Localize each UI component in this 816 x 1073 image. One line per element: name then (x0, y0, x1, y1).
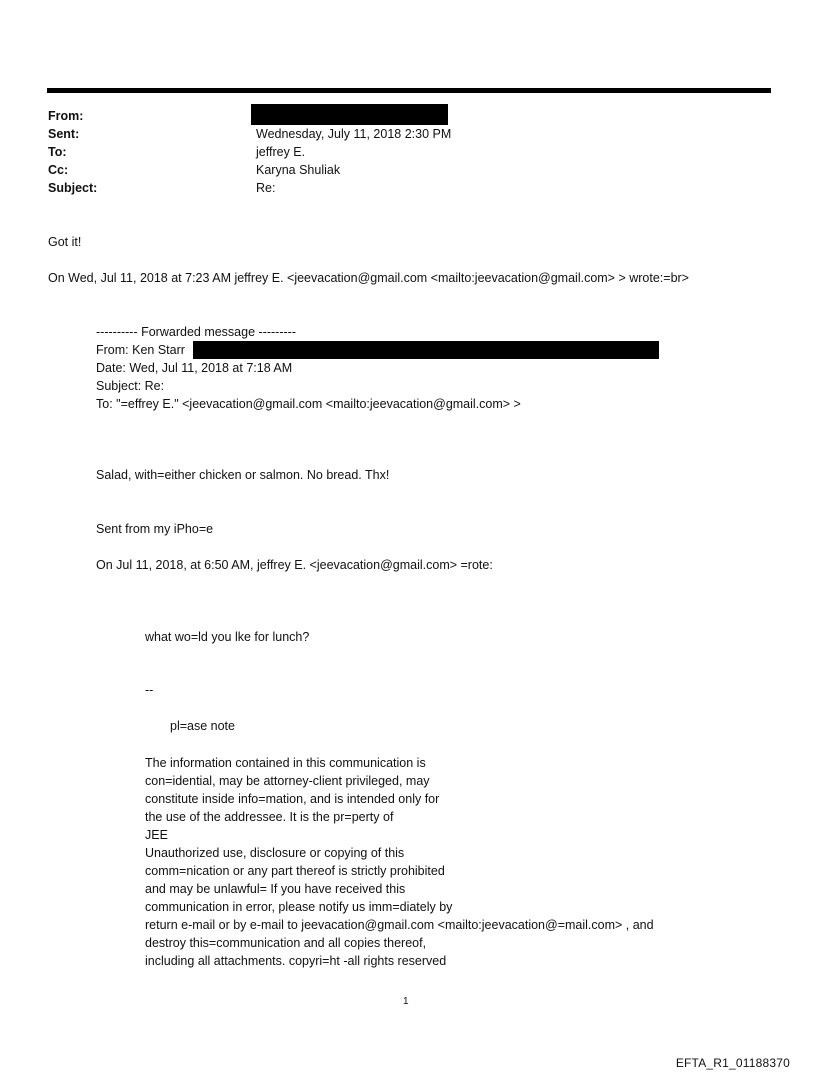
signature-dashes: -- (145, 683, 154, 697)
disclaimer (145, 754, 654, 970)
disclaimer-line: con=idential, may be attorney-client privileged, may (145, 774, 430, 788)
forwarded-subject: Subject: Re: (96, 379, 165, 393)
reply-text: Salad, with=either chicken or salmon. No bread. Thx! (96, 468, 390, 482)
lunch-question: what wo=ld you lke for lunch? (145, 630, 310, 644)
forwarded-to: To: "=effrey E." <jeevacation@gmail.com <mailto:jeevacation@gmail.com> > (96, 397, 521, 411)
disclaimer-line: JEE (145, 828, 168, 842)
document-id: EFTA_R1_01188370 (675, 1056, 790, 1070)
disclaimer-line: return e-mail or by e-mail to jeevacation@gmail.com <mailto:jeevacation@=mail.com> , and (145, 918, 654, 932)
from-label: From: (48, 109, 84, 123)
disclaimer-line: constitute inside info=mation, and is intended only for (145, 792, 440, 806)
sent-value: Wednesday, July 11, 2018 2:30 PM (256, 127, 452, 141)
page-number: 1 (403, 996, 409, 1007)
forwarded-date: Date: Wed, Jul 11, 2018 at 7:18 AM (96, 361, 293, 375)
cc-value: Karyna Shuliak (256, 163, 341, 177)
forwarded-from: From: Ken Starr (96, 343, 185, 357)
forwarded-divider: ---------- Forwarded message --------- (96, 325, 296, 339)
from-redaction (251, 104, 448, 125)
signature: Sent from my iPho=e (96, 522, 214, 536)
cc-label: Cc: (48, 163, 69, 177)
to-label: To: (48, 145, 67, 159)
disclaimer-line: including all attachments. copyri=ht -all rights reserved (145, 954, 447, 968)
subject-value: Re: (256, 181, 276, 195)
nested-intro: On Jul 11, 2018, at 6:50 AM, jeffrey E. <jeevacation@gmail.com> =rote: (96, 558, 493, 572)
disclaimer-line: comm=nication or any part thereof is strictly prohibited (145, 864, 445, 878)
disclaimer-line: communication in error, please notify us imm=diately by (145, 900, 453, 914)
greeting: Got it! (48, 235, 82, 249)
disclaimer-line: Unauthorized use, disclosure or copying of this (145, 846, 405, 860)
disclaimer-line: destroy this=communication and all copies thereof, (145, 936, 427, 950)
sent-label: Sent: (48, 127, 80, 141)
subject-label: Subject: (48, 181, 98, 195)
disclaimer-line: and may be unlawful= If you have received this (145, 882, 406, 896)
header-rule (47, 88, 771, 93)
to-value: jeffrey E. (256, 145, 306, 159)
please-note: pl=ase note (170, 719, 235, 733)
forwarded-from-redaction (193, 341, 659, 359)
disclaimer-line: the use of the addressee. It is the pr=perty of (145, 810, 394, 824)
disclaimer-line: The information contained in this communication is (145, 756, 426, 770)
quote-intro: On Wed, Jul 11, 2018 at 7:23 AM jeffrey E. <jeevacation@gmail.com <mailto:jeevacation@gmail.com> > wrote:=br> (48, 271, 689, 285)
